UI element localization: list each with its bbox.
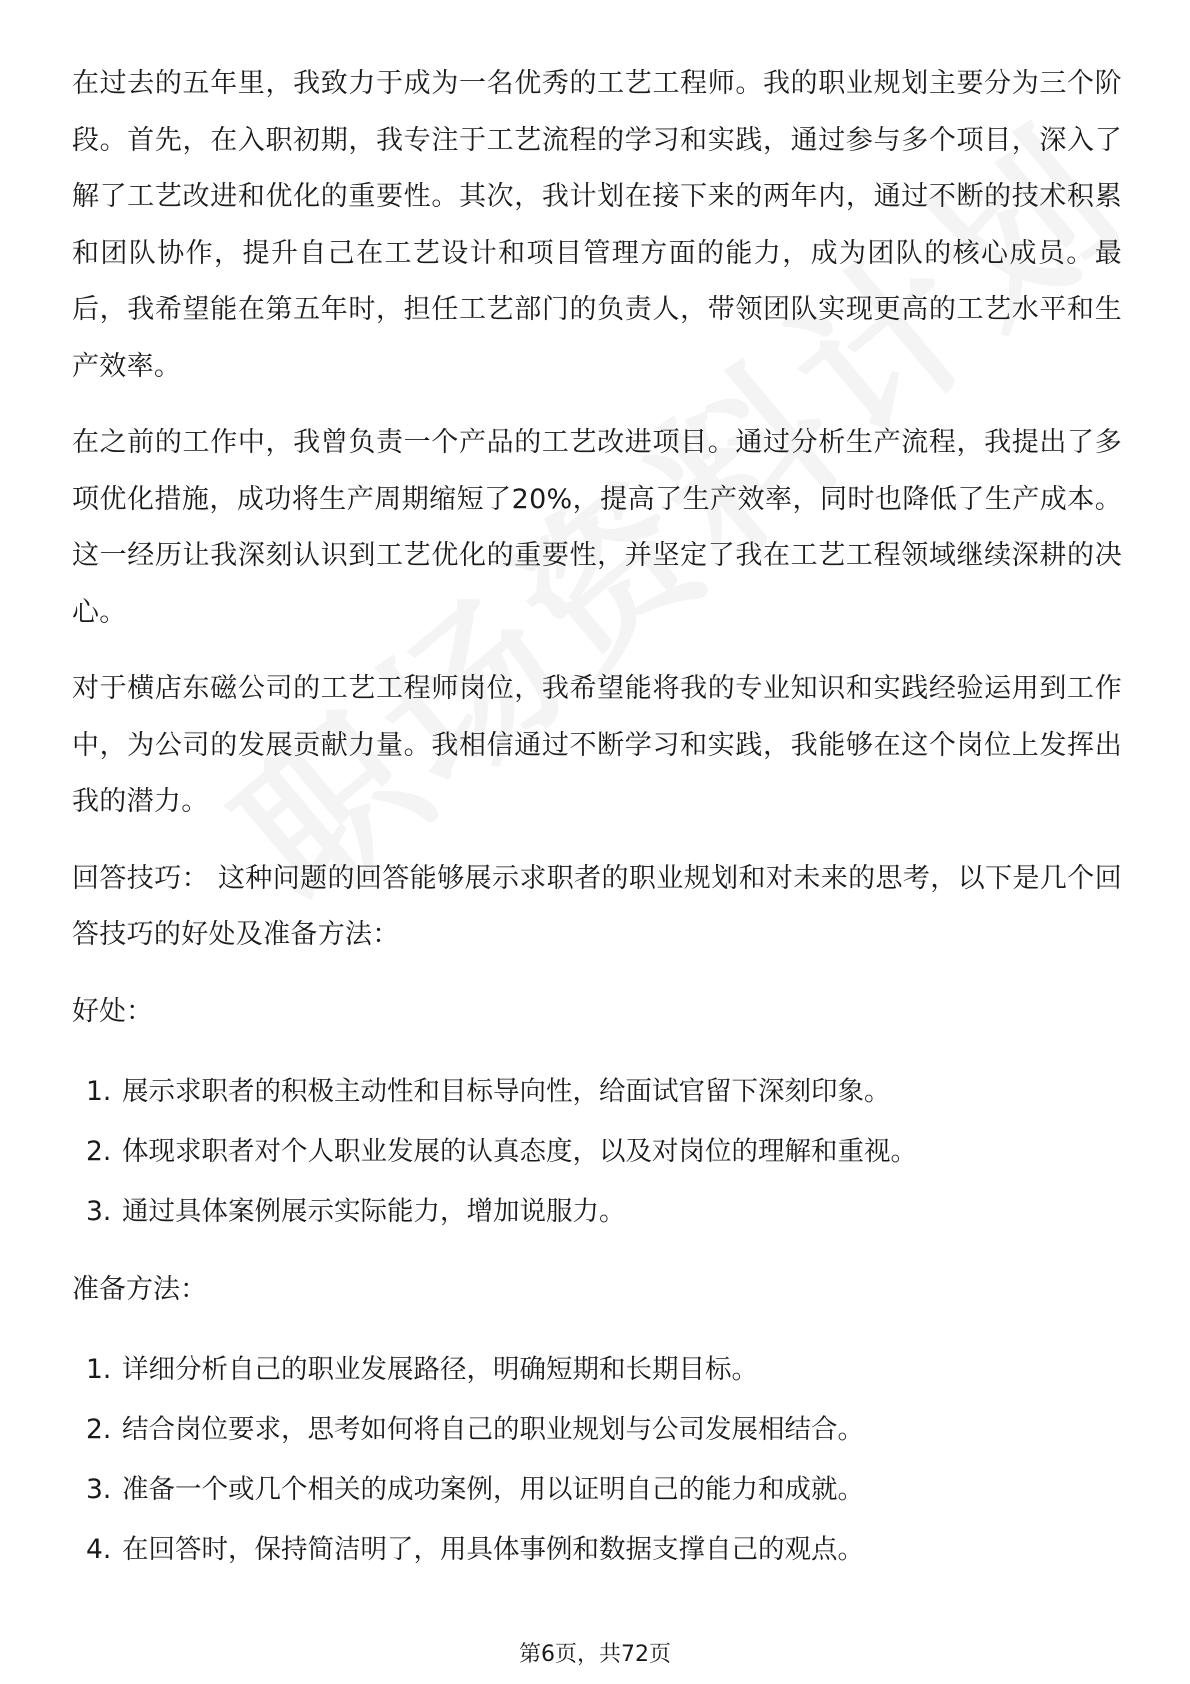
- list-item: [72, 1122, 1122, 1182]
- list-item: [72, 1182, 1122, 1242]
- benefits-heading: 好处：: [72, 995, 153, 1027]
- list-item: [72, 1460, 1122, 1520]
- preparation-heading: 准备方法：: [72, 1273, 207, 1305]
- list-item: [72, 1062, 1122, 1122]
- list-number: 2.: [86, 1413, 112, 1445]
- list-number: 3.: [86, 1473, 112, 1505]
- paragraph-past-experience: 在之前的工作中，我曾负责一个产品的工艺改进项目。通过分析生产流程，我提出了多项优化措施，成功将生产周期缩短了20%，提高了生产效率，同时也降低了生产成本。这一经历让我深刻认识到工艺优化的重要性，并坚定了我在工艺工程领域继续深耕的决心。: [72, 427, 1122, 628]
- paragraph-company-goal: 对于横店东磁公司的工艺工程师岗位，我希望能将我的专业知识和实践经验运用到工作中，为公司的发展贡献力量。我相信通过不断学习和实践，我能够在这个岗位上发挥出我的潜力。: [72, 673, 1122, 817]
- list-item-text: 体现求职者对个人职业发展的认真态度，以及对岗位的理解和重视。: [122, 1135, 917, 1167]
- list-item-text: 展示求职者的积极主动性和目标导向性，给面试官留下深刻印象。: [122, 1075, 891, 1107]
- list-item: [72, 1520, 1122, 1580]
- benefits-list: [72, 1062, 1122, 1242]
- list-number: 2.: [86, 1135, 112, 1167]
- list-number: 1.: [86, 1353, 112, 1385]
- list-item: [72, 1400, 1122, 1460]
- page-content: [72, 56, 1122, 1580]
- page-number: 第6页，共72页: [519, 1642, 671, 1667]
- list-item-text: 通过具体案例展示实际能力，增加说服力。: [122, 1195, 626, 1227]
- paragraph-career-plan: 在过去的五年里，我致力于成为一名优秀的工艺工程师。我的职业规划主要分为三个阶段。首先，在入职初期，我专注于工艺流程的学习和实践，通过参与多个项目，深入了解了工艺改进和优化的重要性。其次，我计划在接下来的两年内，通过不断的技术积累和团队协作，提升自己在工艺设计和项目管理方面的能力，成为团队的核心成员。最后，我希望能在第五年时，担任工艺部门的负责人，带领团队实现更高的工艺水平和生产效率。: [72, 68, 1122, 382]
- list-item-text: 准备一个或几个相关的成功案例，用以证明自己的能力和成就。: [122, 1473, 864, 1505]
- list-number: 3.: [86, 1195, 112, 1227]
- paragraph-answer-tips: 回答技巧： 这种问题的回答能够展示求职者的职业规划和对未来的思考，以下是几个回答技巧的好处及准备方法：: [72, 862, 1122, 950]
- list-item: [72, 1340, 1122, 1400]
- preparation-list: [72, 1340, 1122, 1580]
- list-item-text: 在回答时，保持简洁明了，用具体事例和数据支撑自己的观点。: [122, 1533, 864, 1565]
- list-item-text: 结合岗位要求，思考如何将自己的职业规划与公司发展相结合。: [122, 1413, 864, 1445]
- list-number: 4.: [86, 1533, 112, 1565]
- list-item-text: 详细分析自己的职业发展路径，明确短期和长期目标。: [122, 1353, 758, 1385]
- list-number: 1.: [86, 1075, 112, 1107]
